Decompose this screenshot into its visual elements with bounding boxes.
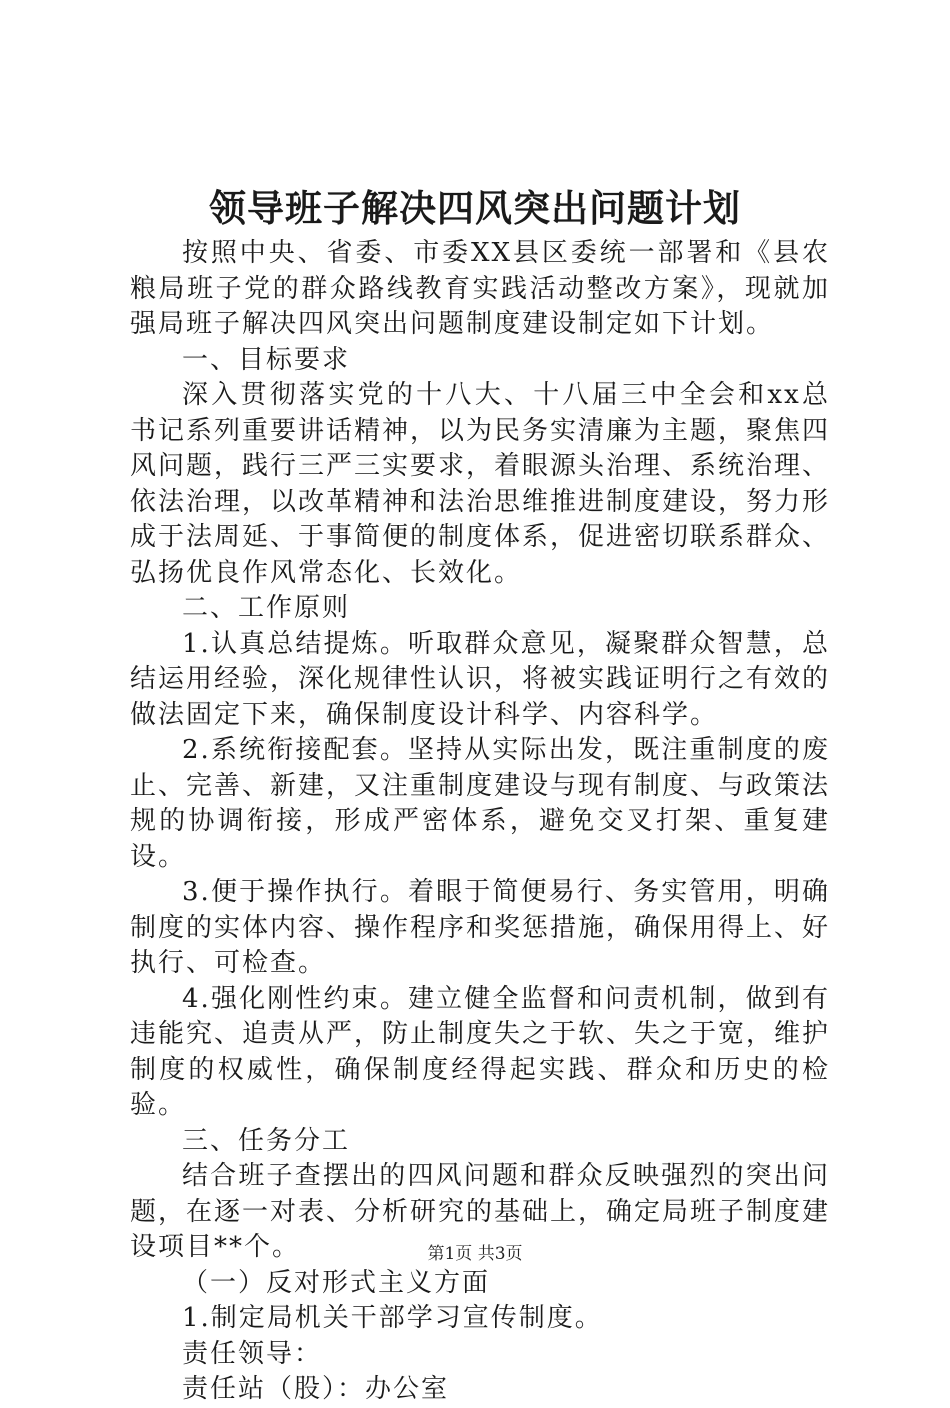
- paragraph-intro: 按照中央、省委、市委XX县区委统一部署和《县农粮局班子党的群众路线教育实践活动整改方案》，现就加强局班子解决四风突出问题制度建设制定如下计划。: [130, 238, 830, 339]
- paragraph-principle-1: 1.认真总结提炼。听取群众意见，凝聚群众智慧，总结运用经验，深化规律性认识，将被实践证明行之有效的做法固定下来，确保制度设计科学、内容科学。: [130, 628, 831, 730]
- paragraph-principle-4: 4.强化刚性约束。建立健全监督和问责机制，做到有违能究、追责从严，防止制度失之于软、失之于宽，维护制度的权威性，确保制度经得起实践、群众和历史的检验。: [130, 983, 831, 1120]
- heading-goals: 一、目标要求: [182, 344, 351, 375]
- subheading-formalism: （一）反对形式主义方面: [182, 1267, 491, 1298]
- heading-principles: 二、工作原则: [182, 593, 351, 623]
- paragraph-principle-2: 2.系统衔接配套。坚持从实际出发，既注重制度的废止、完善、新建，又注重制度建设与现有制度、与政策法规的协调衔接，形成严密体系，避免交叉打架、重复建设。: [130, 735, 831, 872]
- page-footer: 第1页 共3页: [427, 1244, 523, 1264]
- list-item-1: 1.制定局机关干部学习宣传制度。: [182, 1303, 603, 1333]
- responsible-leader: 责任领导：: [182, 1338, 323, 1369]
- paragraph-tasks: 结合班子查摆出的四风问题和群众反映强烈的突出问题，在逐一对表、分析研究的基础上，确定局班子制度建设项目**个。: [130, 1161, 831, 1262]
- paragraph-principle-3: 3.便于操作执行。着眼于简便易行、务实管用，明确制度的实体内容、操作程序和奖惩措施，确保用得上、好执行、可检查。: [130, 877, 831, 978]
- document-title: 领导班子解决四风突出问题计划: [209, 186, 741, 230]
- document-body: [130, 236, 830, 1408]
- paragraph-goals: 深入贯彻落实党的十八大、十八届三中全会和xx总书记系列重要讲话精神，以为民务实清廉为主题，聚焦四风问题，践行三严三实要求，着眼源头治理、系统治理、依法治理，以改革精神和法治思维推进制度建设，努力形成于法周延、于事简便的制度体系，促进密切联系群众、弘扬优良作风常态化、长效化。: [130, 380, 831, 588]
- responsible-office: 责任站（股）：办公室: [182, 1374, 450, 1404]
- heading-tasks: 三、任务分工: [182, 1125, 351, 1156]
